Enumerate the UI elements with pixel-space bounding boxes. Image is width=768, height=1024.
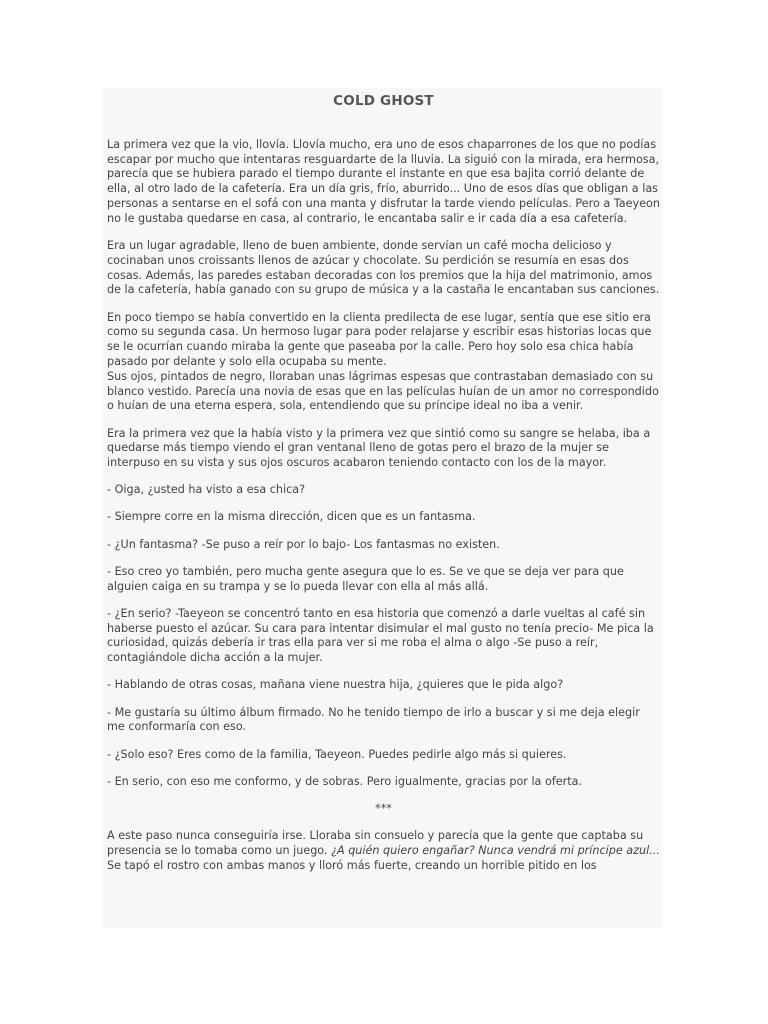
final-paragraph-text-2: Se tapó el rostro con ambas manos y lloró más fuerte, creando un horrible pitido en los — [107, 858, 597, 872]
document-page — [103, 88, 662, 928]
document-content — [103, 94, 660, 874]
dialogue-line-8: - ¿Solo eso? Eres como de la familia, Taeyeon. Puedes pedirle algo más si quieres. — [107, 747, 567, 761]
paragraph-5: Era la primera vez que la había visto y la primera vez que sintió como su sangre se helaba, iba a quedarse más tiempo viendo el gran ventanal lleno de gotas pero el brazo de la mujer se interpuso en su vista y sus ojos oscuros acabaron teniendo contacto con los de la mayor. — [107, 426, 651, 470]
final-paragraph — [107, 829, 660, 873]
dialogue-line-5: - ¿En serio? -Taeyeon se concentró tanto en esa historia que comenzó a darle vueltas al café sin haberse puesto el azúcar. Su cara para intentar disimular el mal gusto no tenía precio- Me pica la curiosidad, quizás debería ir tras ella para ver si me roba el alma o algo -Se puso a reír, contagiándole dicha acción a la mujer. — [107, 606, 654, 665]
dialogue-line-9: - En serio, con eso me conformo, y de sobras. Pero igualmente, gracias por la oferta. — [107, 774, 583, 788]
final-paragraph-text-1: A este paso nunca conseguiría irse. Lloraba sin consuelo y parecía que la gente que captaba su presencia se lo tomaba como un juego. — [107, 829, 644, 857]
dialogue-line-4: - Eso creo yo también, pero mucha gente asegura que lo es. Se ve que se deja ver para que alguien caiga en su trampa y se lo pueda llevar con ella al más allá. — [107, 564, 624, 593]
dialogue-line-3: - ¿Un fantasma? -Se puso a reír por lo bajo- Los fantasmas no existen. — [107, 537, 500, 551]
dialogue-line-1: - Oiga, ¿usted ha visto a esa chica? — [107, 483, 306, 497]
dialogue-line-6: - Hablando de otras cosas, mañana viene nuestra hija, ¿quieres que le pida algo? — [107, 678, 564, 692]
paragraph-1: La primera vez que la vio, llovía. Llovía mucho, era uno de esos chaparrones de los que no podías escapar por mucho que intentaras resguardarte de la lluvia. La siguió con la mirada, era hermosa, parecía que se hubiera parado el tiempo durante el instante en que esa bajita corrió delante de ella, al otro lado de la cafetería. Era un día gris, frío, aburrido... Uno de esos días que obligan a las personas a sentarse en el sofá con una manta y disfrutar la tarde viendo películas. Pero a Taeyeon no le gustaba quedarse en casa, al contrario, le encantaba salir e ir cada día a esa cafetería. — [107, 137, 660, 225]
document-title: COLD GHOST — [333, 93, 434, 109]
final-paragraph-italic: ¿A quién quiero engañar? Nunca vendrá mi príncipe azul... — [331, 843, 660, 857]
section-separator: *** — [375, 801, 392, 815]
paragraph-3: En poco tiempo se había convertido en la clienta predilecta de ese lugar, sentía que ese sitio era como su segunda casa. Un hermoso lugar para poder relajarse y escribir esas historias locas que se le ocurrían cuando miraba la gente que paseaba por la calle. Pero hoy solo esa chica había pasado por delante y solo ella ocupaba su mente. — [107, 310, 652, 368]
paragraph-2: Era un lugar agradable, lleno de buen ambiente, donde servían un café mocha delicioso y cocinaban unos croissants llenos de azúcar y chocolate. Su perdición se resumía en esas dos cosas. Además, las paredes estaban decoradas con los premios que la hija del matrimonio, amos de la cafetería, había ganado con su grupo de música y a la castaña le encantaban sus canciones. — [107, 238, 660, 297]
dialogue-line-2: - Siempre corre en la misma dirección, dicen que es un fantasma. — [107, 510, 476, 524]
paragraph-4: Sus ojos, pintados de negro, lloraban unas lágrimas espesas que contrastaban demasiado con su blanco vestido. Parecía una novia de esas que en las películas huían de un amor no correspondido o huían de una eterna espera, sola, entendiendo que su príncipe ideal no iba a venir. — [107, 369, 659, 413]
dialogue-line-7: - Me gustaría su último álbum firmado. No he tenido tiempo de irlo a buscar y si me deja elegir me conformaría con eso. — [107, 705, 640, 734]
